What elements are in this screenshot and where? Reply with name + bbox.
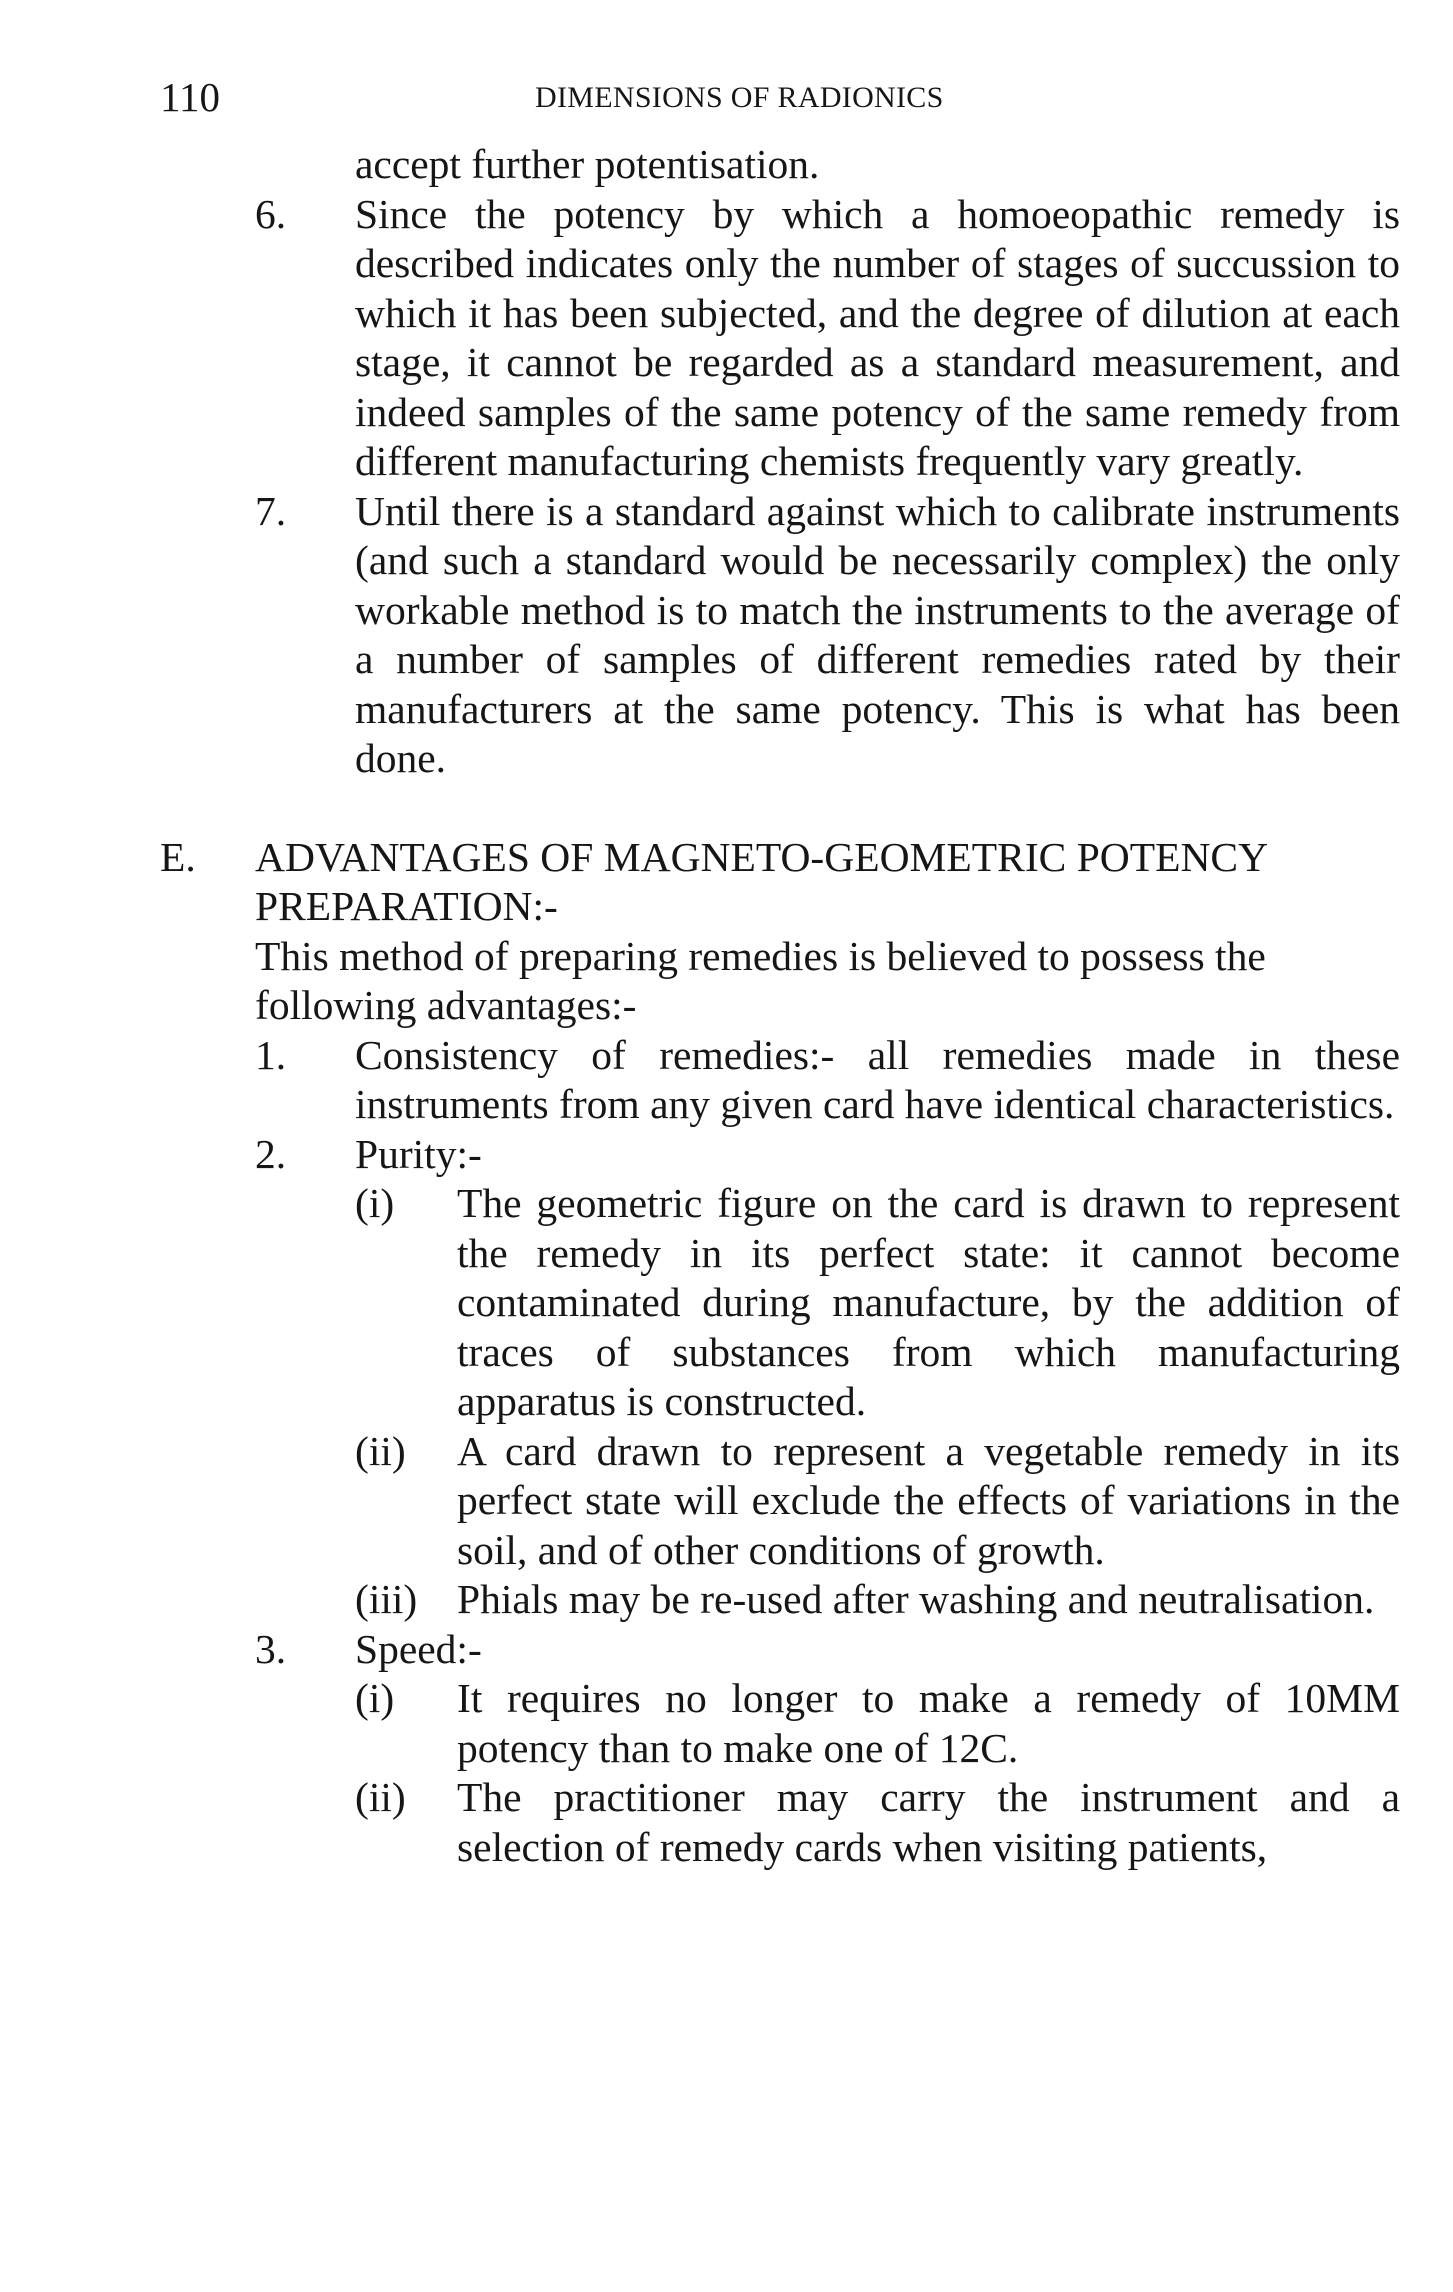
advantage-subitem-2-i bbox=[160, 1179, 1400, 1427]
list-item-number: 3. bbox=[255, 1625, 287, 1672]
section-intro bbox=[160, 932, 1400, 1031]
advantage-subitem-2-iii bbox=[160, 1575, 1400, 1625]
advantage-item-2 bbox=[160, 1130, 1400, 1180]
subitem-text: The geometric figure on the card is drawn to represent the remedy in its perfect state: it cannot become contaminated during manufacture, by the addition of traces of substances from which manufacturing apparatus is constructed. bbox=[457, 1180, 1400, 1424]
list-item-text: Until there is a standard against which to calibrate instruments (and such a standard would be necessarily complex) the only workable method is to match the instruments to the average of a number of samples of different remedies rated by their manufacturers at the same potency. This is what has been done. bbox=[355, 487, 1400, 781]
list-item-7 bbox=[160, 487, 1400, 784]
section-heading-text: ADVANTAGES OF MAGNETO-GEOMETRIC POTENCY PREPARATION:- bbox=[255, 833, 1267, 929]
list-item-number: 7. bbox=[255, 487, 287, 534]
list-item-text: Speed:- bbox=[355, 1625, 482, 1672]
list-item-number: 6. bbox=[255, 190, 287, 237]
list-item-number: 2. bbox=[255, 1130, 287, 1177]
list-item-text: Since the potency by which a homoeopathic remedy is described indicates only the number of stages of succussion to which it has been subjected, and the degree of dilution at each stage, it cannot be regarded as a standard measurement, and indeed samples of the same potency of the same remedy from different manufacturing chemists frequently vary greatly. bbox=[355, 190, 1400, 484]
section-heading bbox=[160, 833, 1400, 932]
list-item-number: 1. bbox=[255, 1031, 287, 1078]
advantage-item-1 bbox=[160, 1031, 1400, 1130]
advantage-subitem-3-i bbox=[160, 1674, 1400, 1773]
continued-paragraph bbox=[160, 140, 1400, 190]
list-item-text: Purity:- bbox=[355, 1130, 482, 1177]
subitem-label: (ii) bbox=[355, 1774, 406, 1820]
subitem-label: (iii) bbox=[355, 1576, 418, 1622]
subitem-text: A card drawn to represent a vegetable remedy in its perfect state will exclude the effects of variations in the soil, and of other conditions of growth. bbox=[457, 1427, 1400, 1573]
subitem-text: The practitioner may carry the instrument and a selection of remedy cards when visiting patients, bbox=[457, 1774, 1400, 1870]
section-label: E. bbox=[160, 833, 196, 880]
subitem-label: (i) bbox=[355, 1675, 395, 1721]
section-spacer bbox=[160, 784, 1400, 833]
advantage-item-3 bbox=[160, 1625, 1400, 1675]
subitem-label: (i) bbox=[355, 1180, 395, 1226]
page-header bbox=[160, 72, 1400, 122]
advantage-subitem-3-ii bbox=[160, 1773, 1400, 1872]
subitem-label: (ii) bbox=[355, 1427, 406, 1474]
list-item-text: Consistency of remedies:- all remedies made in these instruments from any given card have identical characteristics. bbox=[355, 1031, 1400, 1127]
subitem-text: It requires no longer to make a remedy of 10MM potency than to make one of 12C. bbox=[457, 1675, 1400, 1771]
page-number: 110 bbox=[160, 74, 220, 120]
continued-text: accept further potentisation. bbox=[355, 141, 820, 187]
list-item-6 bbox=[160, 190, 1400, 487]
subitem-text: Phials may be re-used after washing and neutralisation. bbox=[457, 1576, 1375, 1622]
running-title: DIMENSIONS OF RADIONICS bbox=[535, 81, 944, 114]
advantage-subitem-2-ii bbox=[160, 1427, 1400, 1576]
section-intro-text: This method of preparing remedies is believed to possess the following advantages:- bbox=[255, 932, 1266, 1028]
page-body bbox=[160, 140, 1400, 1872]
